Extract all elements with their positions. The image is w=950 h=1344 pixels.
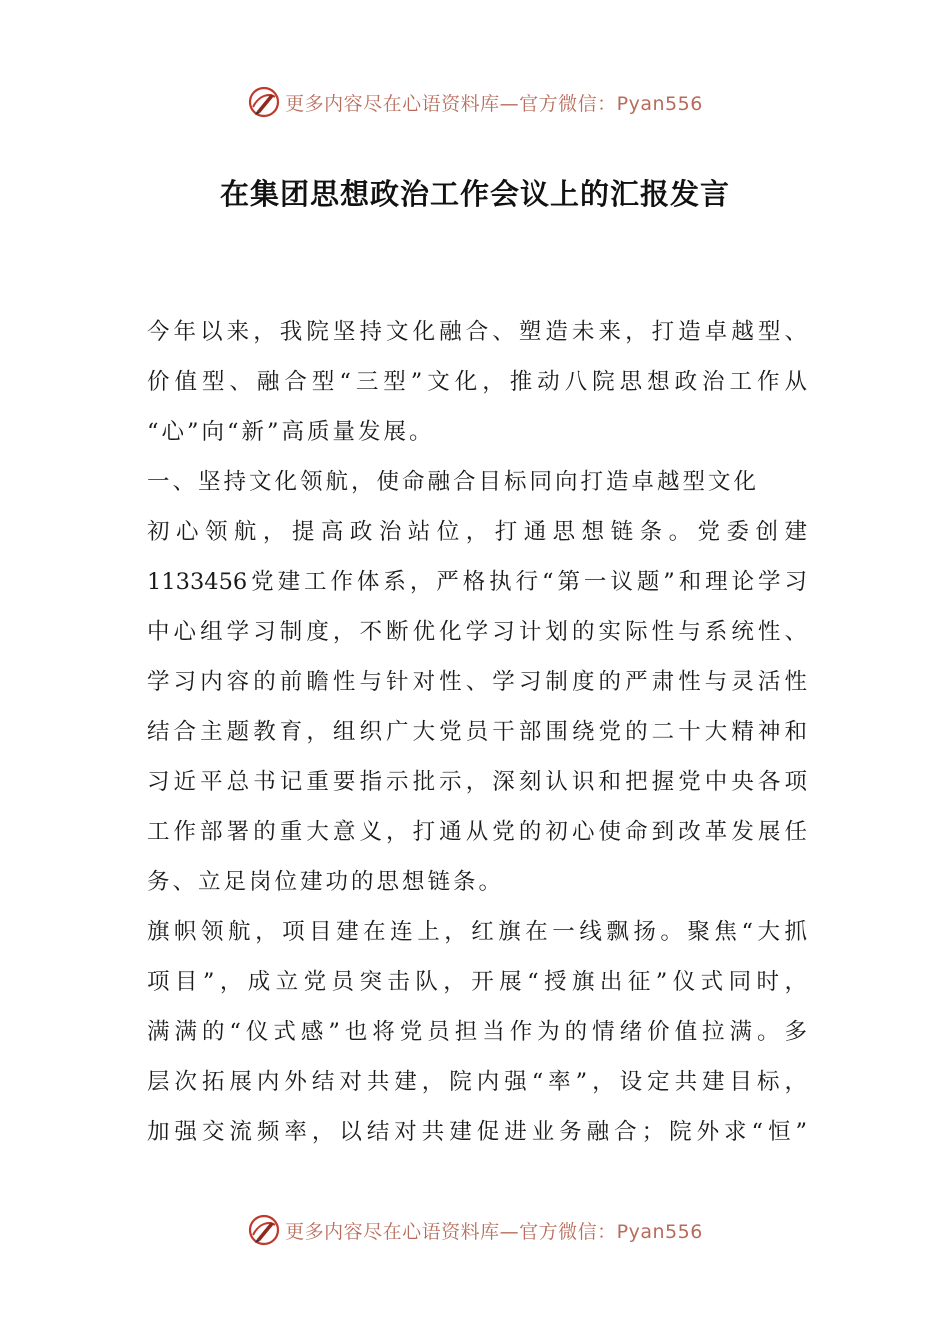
text-line: 价值型、融合型“三型”文化，推动八院思想政治工作从 xyxy=(147,369,807,395)
header-watermark xyxy=(0,82,950,122)
text-line: 层次拓展内外结对共建，院内强“率”，设定共建目标， xyxy=(147,1069,807,1095)
text-line: 习近平总书记重要指示批示，深刻认识和把握党中央各项 xyxy=(147,769,807,795)
text-line: 一、坚持文化领航，使命融合目标同向打造卓越型文化 xyxy=(147,469,760,495)
text-line: 加强交流频率，以结对共建促进业务融合；院外求“恒” xyxy=(147,1119,807,1145)
text-line: 满满的“仪式感”也将党员担当作为的情绪价值拉满。多 xyxy=(147,1019,807,1045)
pen-swirl-logo-icon xyxy=(247,1213,281,1247)
text-line: 今年以来，我院坚持文化融合、塑造未来，打造卓越型、 xyxy=(147,319,807,345)
text-line: 1133456党建工作体系，严格执行“第一议题”和理论学习 xyxy=(147,569,807,595)
watermark-text: 更多内容尽在心语资料库—官方微信：Pyan556 xyxy=(285,92,703,115)
text-line: 工作部署的重大意义，打通从党的初心使命到改革发展任 xyxy=(147,819,807,845)
watermark-text: 更多内容尽在心语资料库—官方微信：Pyan556 xyxy=(285,1220,703,1243)
text-line: 学习内容的前瞻性与针对性、学习制度的严肃性与灵活性 xyxy=(147,669,807,695)
text-line: 中心组学习制度，不断优化学习计划的实际性与系统性、 xyxy=(147,619,807,645)
text-line: 务、立足岗位建功的思想链条。 xyxy=(147,869,505,895)
text-line: 初心领航，提高政治站位，打通思想链条。党委创建 xyxy=(147,519,807,545)
text-line: 项目”，成立党员突击队，开展“授旗出征”仪式同时， xyxy=(147,969,807,995)
text-line: 结合主题教育，组织广大党员干部围绕党的二十大精神和 xyxy=(147,719,807,745)
text-line: 旗帜领航，项目建在连上，红旗在一线飘扬。聚焦“大抓 xyxy=(147,919,807,945)
pen-swirl-logo-icon xyxy=(247,85,281,119)
footer-watermark xyxy=(0,1210,950,1250)
document-title: 在集团思想政治工作会议上的汇报发言 xyxy=(219,177,730,211)
document-body xyxy=(147,307,807,1157)
text-line: “心”向“新”高质量发展。 xyxy=(147,419,435,445)
